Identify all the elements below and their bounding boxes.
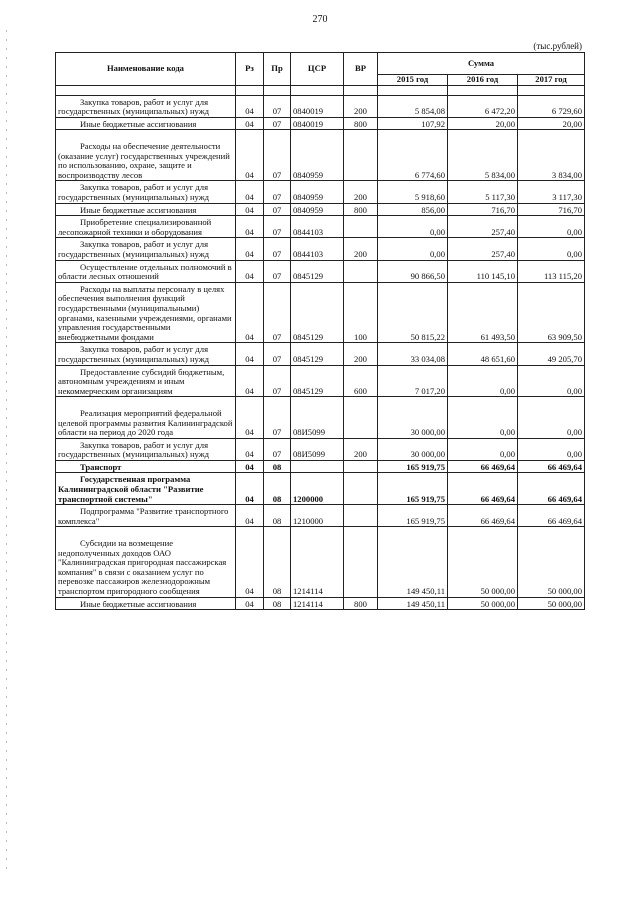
row-pr: 07 bbox=[264, 238, 291, 260]
row-vr: 200 bbox=[344, 438, 378, 460]
row-vr: 800 bbox=[344, 597, 378, 610]
table-row bbox=[56, 460, 585, 473]
row-name-text: Предоставление субсидий бюджетным, автономным учреждениям и иным некоммерческим организациям bbox=[58, 366, 225, 396]
row-value-2017: 716,70 bbox=[518, 203, 585, 216]
table-row bbox=[56, 397, 585, 438]
row-value-2017: 50 000,00 bbox=[518, 597, 585, 610]
row-value-2015: 90 866,50 bbox=[378, 260, 448, 282]
row-value-2016: 61 493,50 bbox=[448, 282, 518, 343]
row-value-2016: 50 000,00 bbox=[448, 527, 518, 597]
row-value-2016: 48 651,60 bbox=[448, 343, 518, 365]
table-row bbox=[56, 238, 585, 260]
row-csr: 1210000 bbox=[291, 505, 344, 527]
header-sum: Сумма bbox=[378, 53, 585, 75]
row-name bbox=[56, 397, 236, 438]
row-csr: 0845129 bbox=[291, 282, 344, 343]
row-pr: 07 bbox=[264, 95, 291, 117]
row-rz: 04 bbox=[236, 238, 264, 260]
table-row bbox=[56, 505, 585, 527]
row-pr: 07 bbox=[264, 438, 291, 460]
row-value-2017: 0,00 bbox=[518, 238, 585, 260]
header-vr: ВР bbox=[344, 53, 378, 86]
row-value-2016: 0,00 bbox=[448, 438, 518, 460]
row-name-text: Подпрограмма "Развитие транспортного комплекса" bbox=[58, 506, 229, 526]
table-row bbox=[56, 343, 585, 365]
row-value-2016: 5 834,00 bbox=[448, 130, 518, 181]
row-csr: 08И5099 bbox=[291, 438, 344, 460]
header-year-2015: 2015 год bbox=[378, 75, 448, 86]
row-csr bbox=[291, 460, 344, 473]
row-name bbox=[56, 527, 236, 597]
row-rz: 04 bbox=[236, 282, 264, 343]
row-name-text: Закупка товаров, работ и услуг для государственных (муниципальных) нужд bbox=[58, 439, 210, 460]
table-row bbox=[56, 95, 585, 117]
row-csr: 1200000 bbox=[291, 473, 344, 505]
row-vr bbox=[344, 130, 378, 181]
table-row bbox=[56, 181, 585, 203]
row-name-text: Осуществление отдельных полномочий в области лесных отношений bbox=[58, 261, 232, 282]
row-name-text: Иные бюджетные ассигнования bbox=[80, 118, 197, 129]
row-value-2015: 50 815,22 bbox=[378, 282, 448, 343]
row-value-2015: 5 854,08 bbox=[378, 95, 448, 117]
row-pr: 07 bbox=[264, 216, 291, 238]
table-row bbox=[56, 282, 585, 343]
row-rz: 04 bbox=[236, 438, 264, 460]
row-name bbox=[56, 216, 236, 238]
row-rz: 04 bbox=[236, 527, 264, 597]
row-value-2017: 63 909,50 bbox=[518, 282, 585, 343]
header-pr: Пр bbox=[264, 53, 291, 86]
table-row bbox=[56, 130, 585, 181]
row-value-2015: 165 919,75 bbox=[378, 473, 448, 505]
row-value-2016: 0,00 bbox=[448, 397, 518, 438]
row-value-2015: 165 919,75 bbox=[378, 460, 448, 473]
table-row bbox=[56, 597, 585, 610]
row-csr: 0845129 bbox=[291, 260, 344, 282]
row-pr: 07 bbox=[264, 282, 291, 343]
row-name bbox=[56, 260, 236, 282]
row-vr: 800 bbox=[344, 203, 378, 216]
row-pr: 08 bbox=[264, 505, 291, 527]
row-value-2015: 30 000,00 bbox=[378, 397, 448, 438]
row-vr: 200 bbox=[344, 95, 378, 117]
row-value-2015: 0,00 bbox=[378, 216, 448, 238]
row-vr: 600 bbox=[344, 365, 378, 397]
row-pr: 08 bbox=[264, 473, 291, 505]
row-vr: 800 bbox=[344, 117, 378, 130]
row-name bbox=[56, 181, 236, 203]
row-name-text: Реализация мероприятий федеральной целевой программы развития Калининградской области на период до 2020 года bbox=[58, 407, 233, 438]
row-value-2015: 149 450,11 bbox=[378, 597, 448, 610]
row-name-text: Закупка товаров, работ и услуг для государственных (муниципальных) нужд bbox=[58, 182, 210, 202]
row-value-2015: 0,00 bbox=[378, 238, 448, 260]
row-name-text: Расходы на выплаты персоналу в целях обеспечения выполнения функций государственными (муниципальными) органами, казенными учреждениями, органами управления государственными внебюджетными фондами bbox=[58, 283, 232, 342]
row-rz: 04 bbox=[236, 203, 264, 216]
row-pr: 07 bbox=[264, 130, 291, 181]
row-value-2015: 30 000,00 bbox=[378, 438, 448, 460]
row-csr: 0840019 bbox=[291, 95, 344, 117]
row-rz: 04 bbox=[236, 597, 264, 610]
row-vr: 200 bbox=[344, 238, 378, 260]
row-rz: 04 bbox=[236, 117, 264, 130]
row-pr: 08 bbox=[264, 460, 291, 473]
row-value-2015: 33 034,08 bbox=[378, 343, 448, 365]
row-name-text: Закупка товаров, работ и услуг для государственных (муниципальных) нужд bbox=[58, 239, 210, 259]
row-value-2015: 6 774,60 bbox=[378, 130, 448, 181]
header-year-2016: 2016 год bbox=[448, 75, 518, 86]
row-rz: 04 bbox=[236, 365, 264, 397]
row-name-text: Иные бюджетные ассигнования bbox=[80, 204, 197, 215]
row-value-2017: 66 469,64 bbox=[518, 473, 585, 505]
row-vr: 200 bbox=[344, 181, 378, 203]
row-name bbox=[56, 505, 236, 527]
row-csr: 08И5099 bbox=[291, 397, 344, 438]
row-value-2016: 0,00 bbox=[448, 365, 518, 397]
scan-edge-mark bbox=[6, 30, 7, 870]
row-rz: 04 bbox=[236, 343, 264, 365]
row-value-2017: 49 205,70 bbox=[518, 343, 585, 365]
row-value-2017: 0,00 bbox=[518, 365, 585, 397]
row-rz: 04 bbox=[236, 130, 264, 181]
table-row bbox=[56, 203, 585, 216]
row-vr bbox=[344, 460, 378, 473]
row-name bbox=[56, 95, 236, 117]
row-name bbox=[56, 473, 236, 505]
table-row bbox=[56, 260, 585, 282]
page-number: 270 bbox=[312, 14, 328, 25]
row-csr: 0844103 bbox=[291, 216, 344, 238]
row-name-text: Закупка товаров, работ и услуг для государственных (муниципальных) нужд bbox=[58, 344, 210, 364]
row-value-2017: 0,00 bbox=[518, 397, 585, 438]
row-value-2015: 856,00 bbox=[378, 203, 448, 216]
row-value-2016: 66 469,64 bbox=[448, 460, 518, 473]
row-name bbox=[56, 597, 236, 610]
row-name bbox=[56, 130, 236, 181]
row-name-text: Субсидии на возмещение недополученных доходов ОАО "Калининградская пригородная пассажирская компания" в связи с оказанием услуг по перевозке пассажиров железнодорожным транспортом пригородного сообщения bbox=[58, 538, 227, 597]
row-name-text: Государственная программа Калининградской области "Развитие транспортной системы" bbox=[58, 474, 204, 504]
row-pr: 07 bbox=[264, 365, 291, 397]
table-row bbox=[56, 473, 585, 505]
row-value-2016: 20,00 bbox=[448, 117, 518, 130]
row-value-2017: 3 117,30 bbox=[518, 181, 585, 203]
row-rz: 04 bbox=[236, 473, 264, 505]
row-value-2015: 107,92 bbox=[378, 117, 448, 130]
row-pr: 07 bbox=[264, 117, 291, 130]
row-pr: 07 bbox=[264, 260, 291, 282]
row-name bbox=[56, 343, 236, 365]
row-name bbox=[56, 203, 236, 216]
table-row bbox=[56, 438, 585, 460]
row-vr bbox=[344, 473, 378, 505]
row-rz: 04 bbox=[236, 460, 264, 473]
header-gap-row bbox=[56, 85, 585, 95]
row-value-2016: 66 469,64 bbox=[448, 473, 518, 505]
row-name bbox=[56, 238, 236, 260]
row-value-2015: 165 919,75 bbox=[378, 505, 448, 527]
row-value-2017: 50 000,00 bbox=[518, 527, 585, 597]
header-rz: Рз bbox=[236, 53, 264, 86]
header-name: Наименование кода bbox=[56, 53, 236, 86]
row-value-2017: 113 115,20 bbox=[518, 260, 585, 282]
row-value-2017: 3 834,00 bbox=[518, 130, 585, 181]
row-rz: 04 bbox=[236, 260, 264, 282]
row-name bbox=[56, 365, 236, 397]
row-vr bbox=[344, 505, 378, 527]
table-row bbox=[56, 527, 585, 597]
row-value-2016: 716,70 bbox=[448, 203, 518, 216]
row-pr: 08 bbox=[264, 527, 291, 597]
row-name-text: Транспорт bbox=[80, 461, 122, 472]
row-csr: 0840959 bbox=[291, 130, 344, 181]
row-rz: 04 bbox=[236, 397, 264, 438]
row-csr: 1214114 bbox=[291, 527, 344, 597]
row-value-2017: 6 729,60 bbox=[518, 95, 585, 117]
row-name-text: Иные бюджетные ассигнования bbox=[80, 598, 197, 609]
row-pr: 08 bbox=[264, 597, 291, 610]
row-csr: 0840019 bbox=[291, 117, 344, 130]
row-name-text: Закупка товаров, работ и услуг для государственных (муниципальных) нужд bbox=[58, 96, 210, 117]
row-csr: 1214114 bbox=[291, 597, 344, 610]
row-rz: 04 bbox=[236, 216, 264, 238]
row-csr: 0840959 bbox=[291, 181, 344, 203]
row-value-2016: 66 469,64 bbox=[448, 505, 518, 527]
row-value-2016: 110 145,10 bbox=[448, 260, 518, 282]
row-pr: 07 bbox=[264, 181, 291, 203]
row-value-2015: 149 450,11 bbox=[378, 527, 448, 597]
row-value-2016: 5 117,30 bbox=[448, 181, 518, 203]
row-value-2016: 257,40 bbox=[448, 216, 518, 238]
row-rz: 04 bbox=[236, 505, 264, 527]
row-vr bbox=[344, 260, 378, 282]
budget-table bbox=[55, 52, 585, 610]
row-value-2017: 0,00 bbox=[518, 216, 585, 238]
units-label: (тыс.рублей) bbox=[533, 41, 582, 51]
table-row bbox=[56, 117, 585, 130]
row-csr: 0844103 bbox=[291, 238, 344, 260]
row-name bbox=[56, 282, 236, 343]
row-vr bbox=[344, 397, 378, 438]
row-name bbox=[56, 438, 236, 460]
row-vr bbox=[344, 216, 378, 238]
row-name bbox=[56, 117, 236, 130]
row-value-2015: 7 017,20 bbox=[378, 365, 448, 397]
table-row bbox=[56, 365, 585, 397]
row-vr: 200 bbox=[344, 343, 378, 365]
header-year-2017: 2017 год bbox=[518, 75, 585, 86]
row-rz: 04 bbox=[236, 181, 264, 203]
row-rz: 04 bbox=[236, 95, 264, 117]
row-pr: 07 bbox=[264, 203, 291, 216]
row-vr bbox=[344, 527, 378, 597]
row-name-text: Расходы на обеспечение деятельности (оказание услуг) государственных учреждений по использованию, охране, защите и воспроизводству лесов bbox=[58, 141, 230, 180]
header-csr: ЦСР bbox=[291, 53, 344, 86]
row-value-2017: 0,00 bbox=[518, 438, 585, 460]
row-value-2017: 66 469,64 bbox=[518, 505, 585, 527]
row-csr: 0840959 bbox=[291, 203, 344, 216]
row-csr: 0845129 bbox=[291, 343, 344, 365]
row-pr: 07 bbox=[264, 343, 291, 365]
row-vr: 100 bbox=[344, 282, 378, 343]
row-value-2016: 257,40 bbox=[448, 238, 518, 260]
row-value-2015: 5 918,60 bbox=[378, 181, 448, 203]
row-pr: 07 bbox=[264, 397, 291, 438]
row-csr: 0845129 bbox=[291, 365, 344, 397]
row-value-2016: 50 000,00 bbox=[448, 597, 518, 610]
row-name bbox=[56, 460, 236, 473]
row-value-2017: 20,00 bbox=[518, 117, 585, 130]
row-name-text: Приобретение специализированной лесопожарной техники и оборудования bbox=[58, 217, 212, 237]
row-value-2016: 6 472,20 bbox=[448, 95, 518, 117]
row-value-2017: 66 469,64 bbox=[518, 460, 585, 473]
table-row bbox=[56, 216, 585, 238]
